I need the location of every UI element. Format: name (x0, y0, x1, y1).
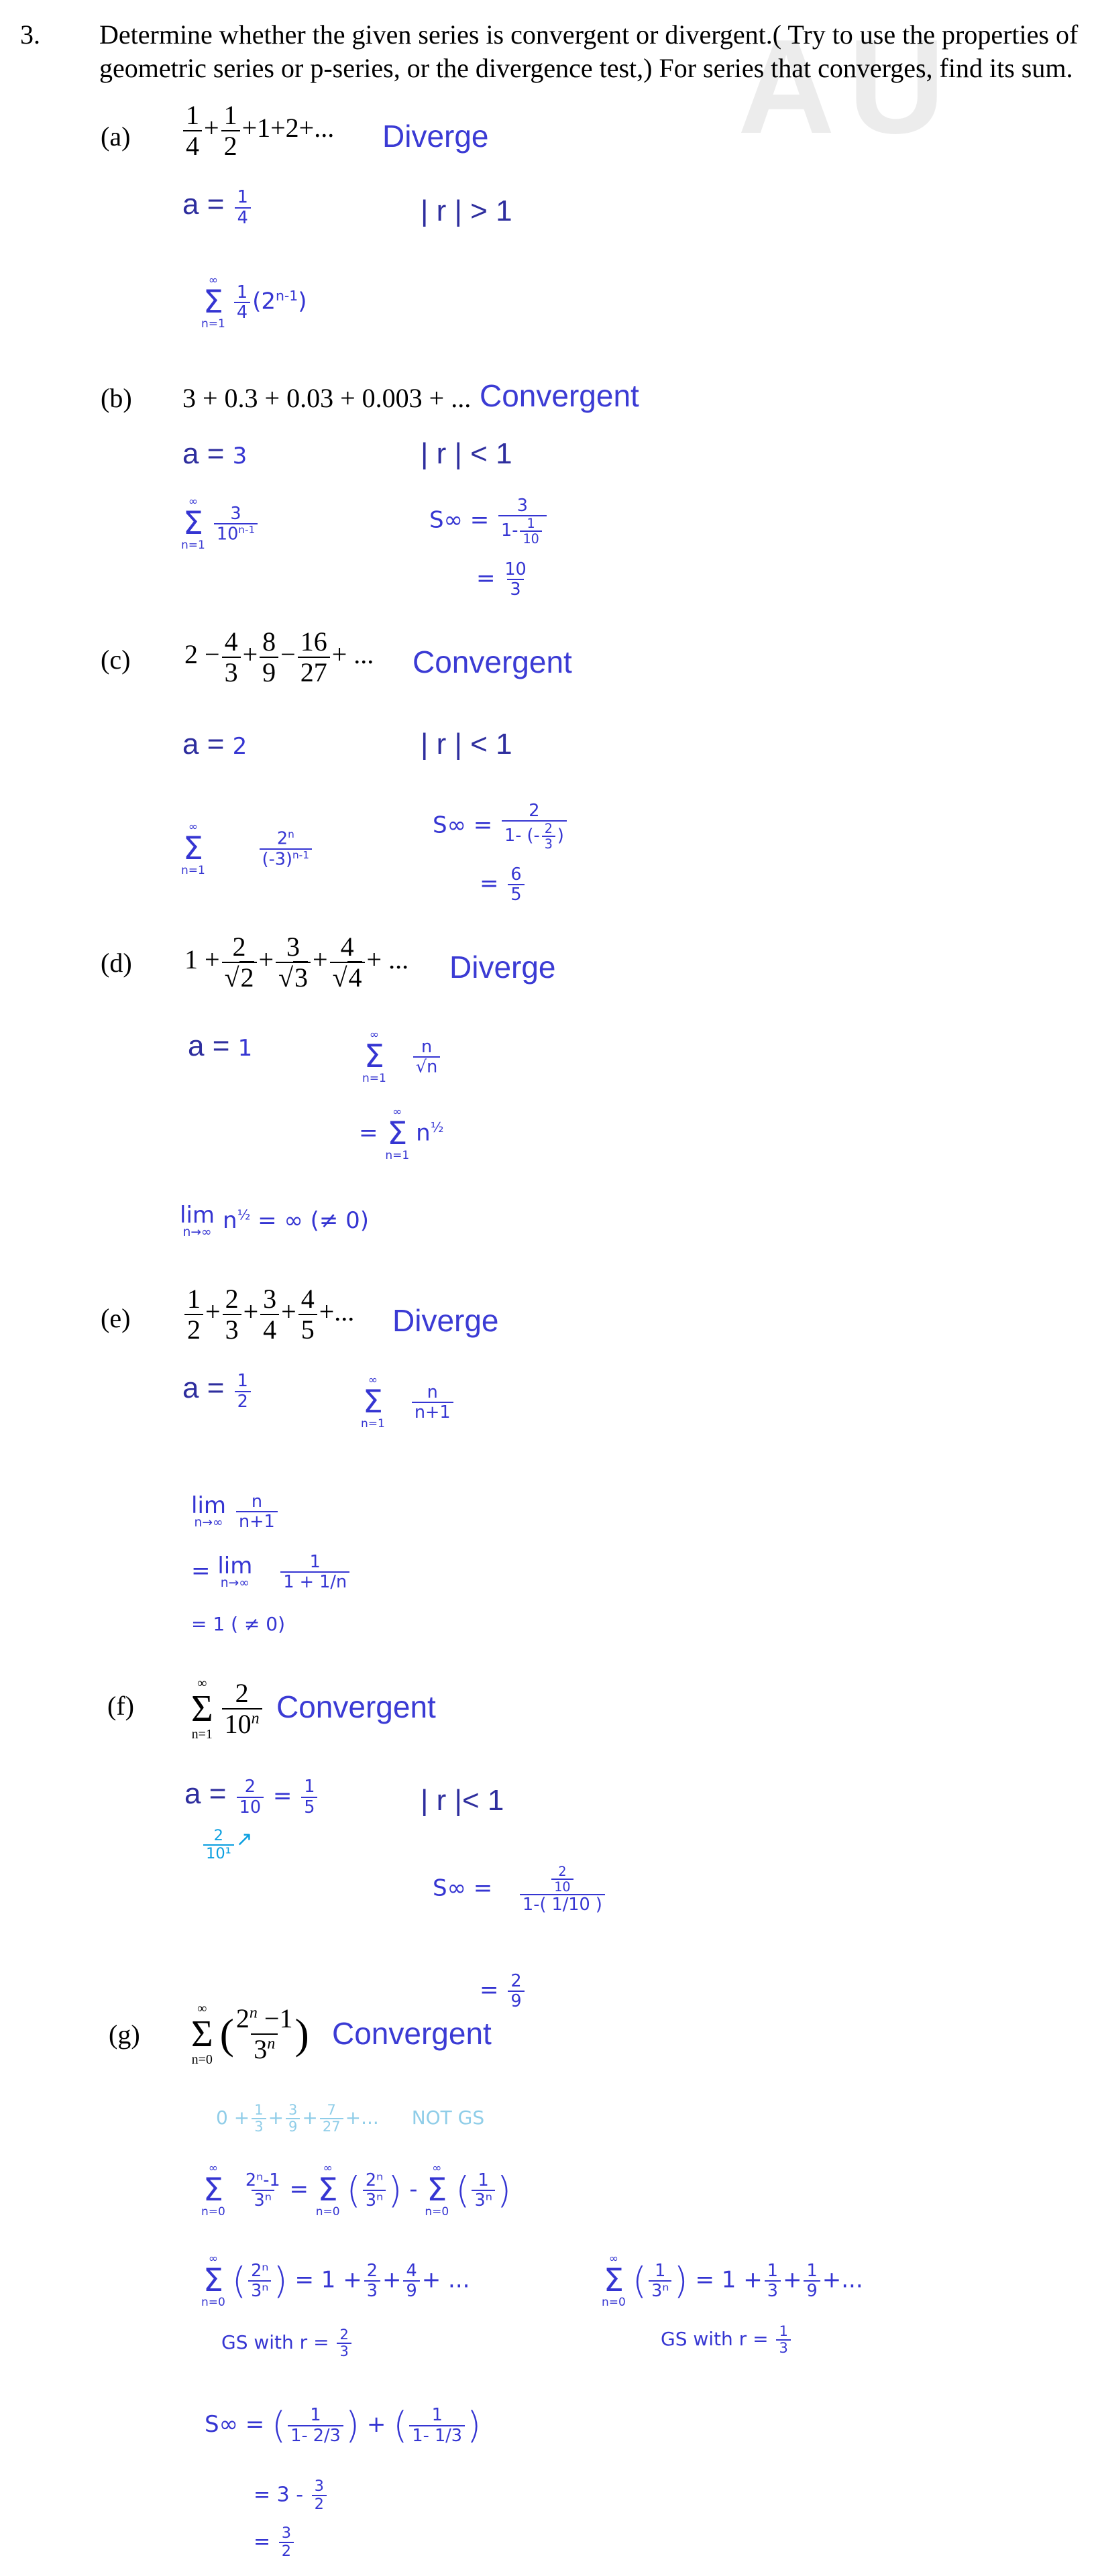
part-e-result: = 1 ( ≠ 0) (191, 1613, 285, 1635)
part-d-series: 1 + $\frac{2}{√2}$ + $\frac{3}{√3}$ + $\frac{4}{√4}$ + ... (184, 932, 409, 993)
part-b-sigma: ∞ Σ n=1 $\frac{3}{10^{n-1}}$ (181, 496, 260, 551)
part-c-series: 2 − $\frac{4}{3}$ + $\frac{8}{9}$ − $\frac{16}{27}$ + ... (184, 626, 374, 687)
part-f-ratio: | r |< 1 (421, 1784, 504, 1817)
part-f-note: $\frac{2}{\text{10¹}}$ ↗ (201, 1828, 253, 1862)
part-f-first-term: a = $\frac{2}{10}$ = $\frac{1}{5}$ (184, 1777, 319, 1817)
part-g-expansion: 0 + $\frac{1}{3}$ + $\frac{3}{9}$ + $\frac{7}{27}$ +... NOT GS (216, 2102, 485, 2135)
instructions-line1: Determine whether the given series is convergent or divergent.( Try to use the properties of (99, 19, 1079, 50)
part-c-sum-formula: S∞ = 2 1- (- $\frac{2}{3}$ ) (433, 801, 569, 851)
part-g-gs1-ratio: GS with r = $\frac{2}{3}$ (221, 2327, 353, 2359)
part-a-sigma: ∞ Σ n=1 $\frac{1}{4}$ (2$^{n-1}$) (201, 274, 307, 331)
part-g-split: ∞ Σ n=0 $\frac{\text{2ⁿ-1}}{\text{3ⁿ}}$ = ∞ Σ n=0 ( $\frac{\text{2ⁿ}}{\text{3ⁿ}}$ ) - ∞ Σ n=0 ( $\frac{1}{\text{3ⁿ}}$ ) (201, 2162, 512, 2219)
part-c-first-term: a = 2 (182, 728, 248, 761)
part-f-sum-result: = $\frac{2}{9}$ (480, 1972, 527, 2011)
part-a-first-term: a = $\frac{1}{4}$ (182, 188, 253, 227)
part-g-label: (g) (109, 2019, 140, 2050)
part-g-series: ∞ Σ n=0 ( $\frac{2^n -1}{3^n}$ ) (191, 2001, 309, 2067)
part-c-verdict: Convergent (413, 645, 572, 679)
part-e-limit-1: lim n→∞ $\frac{n}{n+1}$ (191, 1492, 280, 1531)
part-d-p-series: = ∞ Σ n=1 $n^{\frac{1}{2}}$ (359, 1105, 444, 1162)
part-e-series: $\frac{1}{2}$ + $\frac{2}{3}$ + $\frac{3}{4}$ + $\frac{4}{5}$ +... (182, 1284, 354, 1345)
part-b-ratio: | r | < 1 (421, 437, 512, 470)
part-a-label: (a) (101, 121, 131, 152)
part-c-sigma: ∞ Σ n=1 $\frac{2^n}{(-3)^{n-1}}$ (181, 822, 314, 877)
part-b-label: (b) (101, 383, 132, 413)
part-f-label: (f) (107, 1691, 134, 1721)
part-g-step-2: = $\frac{3}{2}$ (254, 2525, 296, 2560)
part-d-label: (d) (101, 948, 132, 978)
part-f-series: ∞ Σ n=1 $\frac{2}{10^n}$ (191, 1677, 264, 1741)
part-g-sum-formula: S∞ = ( $\frac{1}{1- 2/3}$ ) + ( $\frac{1}{1- 1/3}$ ) (205, 2404, 482, 2447)
problem-number: 3. (20, 19, 40, 50)
watermark-logo: AU (738, 12, 958, 162)
part-g-geometric-2: ∞ Σ n=0 ( $\frac{1}{\text{3ⁿ}}$ ) = 1 + $\frac{1}{3}$ + $\frac{1}{9}$ +... (602, 2252, 863, 2309)
part-f-verdict: Convergent (276, 1689, 436, 1724)
part-d-limit: lim n→∞ $n^{\frac{1}{2}}$ = ∞ (≠ 0) (180, 1202, 370, 1239)
part-b-sum-result: = $\frac{10}{3}$ (476, 559, 527, 600)
part-e-label: (e) (101, 1303, 131, 1333)
part-d-first-term: a = 1 (188, 1029, 253, 1062)
part-e-verdict: Diverge (392, 1303, 499, 1338)
part-b-verdict: Convergent (480, 378, 639, 413)
instructions-line2: geometric series or p-series, or the divergence test,) For series that converges, find its sum. (99, 53, 1073, 83)
part-d-verdict: Diverge (449, 950, 556, 985)
part-g-gs2-ratio: GS with r = $\frac{1}{3}$ (661, 2324, 793, 2356)
part-a-ratio: | r | > 1 (421, 194, 512, 227)
part-e-first-term: a = $\frac{1}{2}$ (182, 1371, 253, 1411)
part-e-limit-2: = lim n→∞ $\frac{1}{1 + 1/n}$ (191, 1553, 351, 1591)
part-d-sigma: ∞ Σ n=1 $\frac{n}{√n}$ (362, 1029, 442, 1084)
part-g-step-1: = 3 - $\frac{3}{2}$ (254, 2478, 329, 2513)
part-a-series: $\frac{1}{4}$ + $\frac{1}{2}$ +1+2+... (181, 101, 334, 161)
part-b-first-term: a = 3 (182, 437, 248, 470)
part-b-sum-formula: S∞ = 3 1- $\frac{1}{10}$ (429, 496, 549, 546)
part-b-series: 3 + 0.3 + 0.03 + 0.003 + ... (182, 383, 472, 413)
part-f-sum-formula: S∞ = $\frac{\frac{2}{10}}{1-( 1/10 )}$ (433, 1864, 607, 1914)
part-c-sum-result: = $\frac{6}{5}$ (480, 865, 527, 904)
part-a-verdict: Diverge (382, 119, 489, 154)
part-c-label: (c) (101, 645, 131, 675)
part-c-ratio: | r | < 1 (421, 728, 512, 761)
part-g-geometric-1: ∞ Σ n=0 ( $\frac{\text{2ⁿ}}{\text{3ⁿ}}$ ) = 1 + $\frac{2}{3}$ + $\frac{4}{9}$ + ... (201, 2252, 470, 2309)
part-g-verdict: Convergent (332, 2016, 492, 2051)
part-e-sigma: ∞ Σ n=1 $\frac{n}{n+1}$ (361, 1375, 455, 1430)
